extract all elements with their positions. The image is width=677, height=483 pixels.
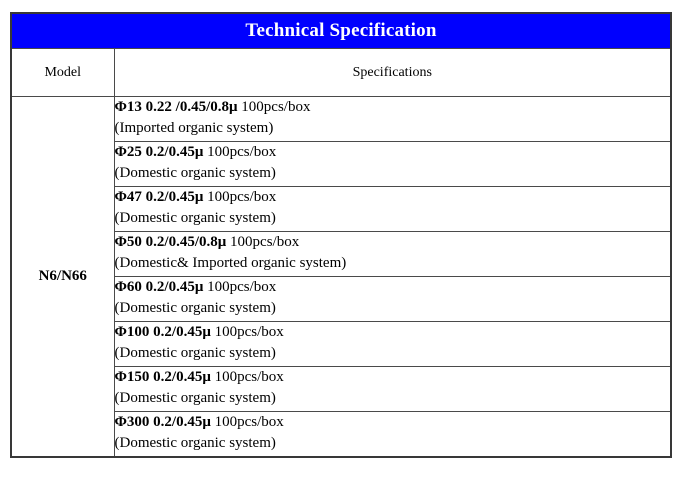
spec-line: [115, 367, 671, 388]
spec-cell: [114, 142, 671, 187]
spec-cell: [114, 97, 671, 142]
spec-line: [115, 322, 671, 343]
spec-system: (Domestic organic system): [114, 165, 276, 181]
spec-pack: 100pcs/box: [203, 279, 277, 295]
spec-line: [115, 277, 671, 298]
spec-line: [115, 232, 671, 253]
spec-pack: 100pcs/box: [203, 144, 277, 160]
spec-line: [115, 187, 671, 208]
spec-line: [115, 97, 671, 118]
spec-size: Φ13 0.22 /0.45/0.8μ: [114, 99, 238, 115]
spec-system: (Domestic& Imported organic system): [114, 255, 347, 271]
spec-cell: [114, 277, 671, 322]
column-header-model: Model: [11, 49, 114, 97]
spec-cell: [114, 412, 671, 458]
spec-pack: 100pcs/box: [210, 414, 284, 430]
spec-cell: [114, 187, 671, 232]
spec-size: Φ300 0.2/0.45μ: [114, 414, 211, 430]
column-header-row: [11, 49, 671, 97]
spec-cell: [114, 232, 671, 277]
spec-cell: [114, 367, 671, 412]
spec-pack: 100pcs/box: [226, 234, 300, 250]
title-row: [11, 13, 671, 49]
column-header-specifications: Specifications: [114, 49, 671, 97]
table-title: Technical Specification: [11, 13, 671, 49]
table-row: [11, 97, 671, 142]
spec-line: [115, 142, 671, 163]
spec-pack: 100pcs/box: [237, 99, 311, 115]
model-value: N6/N66: [11, 97, 114, 458]
spec-system: (Imported organic system): [114, 120, 274, 136]
spec-system: (Domestic organic system): [114, 210, 276, 226]
spec-size: Φ100 0.2/0.45μ: [114, 324, 211, 340]
spec-system: (Domestic organic system): [114, 390, 276, 406]
spec-size: Φ60 0.2/0.45μ: [114, 279, 204, 295]
spec-size: Φ25 0.2/0.45μ: [114, 144, 204, 160]
spec-system: (Domestic organic system): [114, 435, 276, 451]
spec-pack: 100pcs/box: [210, 369, 284, 385]
spec-system: (Domestic organic system): [114, 300, 276, 316]
spec-size: Φ50 0.2/0.45/0.8μ: [114, 234, 227, 250]
spec-pack: 100pcs/box: [210, 324, 284, 340]
spec-size: Φ47 0.2/0.45μ: [114, 189, 204, 205]
technical-specification-table: [10, 12, 672, 458]
spec-system: (Domestic organic system): [114, 345, 276, 361]
spec-cell: [114, 322, 671, 367]
spec-line: [115, 412, 671, 433]
spec-size: Φ150 0.2/0.45μ: [114, 369, 211, 385]
spec-pack: 100pcs/box: [203, 189, 277, 205]
